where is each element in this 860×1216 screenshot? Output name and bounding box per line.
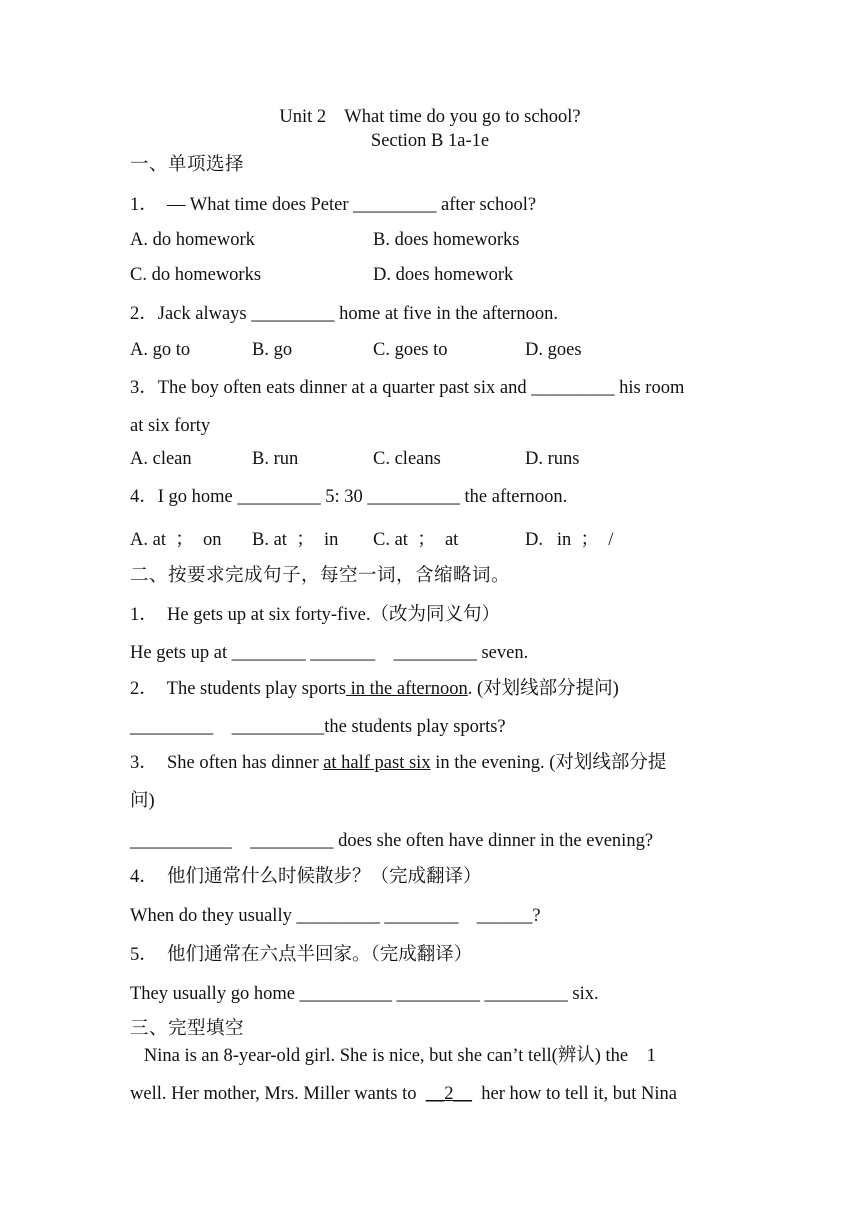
item2-question-text: 2． The students play sports (130, 679, 346, 699)
item3-question-instruction: in the evening. (对划线部分提 (430, 753, 667, 773)
item3-question (130, 751, 732, 775)
q3-option-d: D. runs (525, 449, 580, 469)
q2-option-a: A. go to (130, 340, 191, 360)
q1-option-d: D. does homework (373, 265, 514, 285)
q3-option-b: B. run (252, 449, 299, 469)
page-title: Unit 2 What time do you go to school? (279, 107, 581, 127)
q3-stem-line1: 3．The boy often eats dinner at a quarter past six and _________ his room (130, 378, 685, 398)
cloze-passage-line1: Nina is an 8-year-old girl. She is nice, but she can’t tell(辨认) the 1 (130, 1046, 656, 1066)
item2-question (130, 677, 732, 701)
q1-option-c: C. do homeworks (130, 265, 262, 285)
q1-stem: 1． — What time does Peter _________ after school? (130, 195, 537, 215)
item5-question: 5． 他们通常在六点半回家。（完成翻译） (130, 945, 473, 965)
item3-answer-line: ___________ _________ does she often have dinner in the evening? (130, 831, 654, 851)
item4-answer-line: When do they usually _________ ________ ______? (130, 906, 541, 926)
item1-question: 1． He gets up at six forty-five.（改为同义句） (130, 605, 500, 625)
section1-heading: 一、单项选择 (130, 155, 245, 175)
item5-answer-line: They usually go home __________ _________ _________ six. (130, 984, 599, 1004)
q1-option-b: B. does homeworks (373, 230, 520, 250)
q4-option-d: D. in ； / (525, 530, 614, 550)
q2-option-d: D. goes (525, 340, 582, 360)
item1-answer-line: He gets up at ________ _______ _________ seven. (130, 643, 529, 663)
q3-stem-line2: at six forty (130, 416, 211, 436)
q2-option-c: C. goes to (373, 340, 448, 360)
q3-option-a: A. clean (130, 449, 192, 469)
q4-stem: 4．I go home _________ 5: 30 __________ the afternoon. (130, 487, 568, 507)
section3-heading: 三、完型填空 (130, 1019, 245, 1039)
cloze-passage-line2 (130, 1082, 732, 1106)
item2-underlined-phrase: in the afternoon (346, 679, 468, 699)
cloze-blank-2: __2__ (425, 1084, 472, 1104)
item3-question-line2: 问) (130, 791, 155, 811)
item2-answer-line: _________ __________the students play sports? (130, 717, 506, 737)
cloze-passage-text-cont: her how to tell it, but Nina (471, 1084, 677, 1104)
item2-question-instruction: . (对划线部分提问) (467, 679, 619, 699)
q2-stem: 2．Jack always _________ home at five in the afternoon. (130, 304, 558, 324)
q4-option-b: B. at ； in (252, 530, 339, 550)
item3-underlined-phrase: at half past six (323, 753, 431, 773)
q4-option-c: C. at ； at (373, 530, 459, 550)
q4-option-a: A. at ； on (130, 530, 222, 550)
item3-question-text: 3． She often has dinner (130, 753, 324, 773)
page-subtitle: Section B 1a-1e (370, 131, 490, 151)
q2-option-b: B. go (252, 340, 293, 360)
q1-option-a: A. do homework (130, 230, 255, 250)
section2-heading: 二、按要求完成句子，每空一词，含缩略词。 (130, 566, 511, 586)
cloze-passage-text: well. Her mother, Mrs. Miller wants to (130, 1084, 426, 1104)
q3-option-c: C. cleans (373, 449, 441, 469)
item4-question: 4． 他们通常什么时候散步？（完成翻译） (130, 867, 482, 887)
